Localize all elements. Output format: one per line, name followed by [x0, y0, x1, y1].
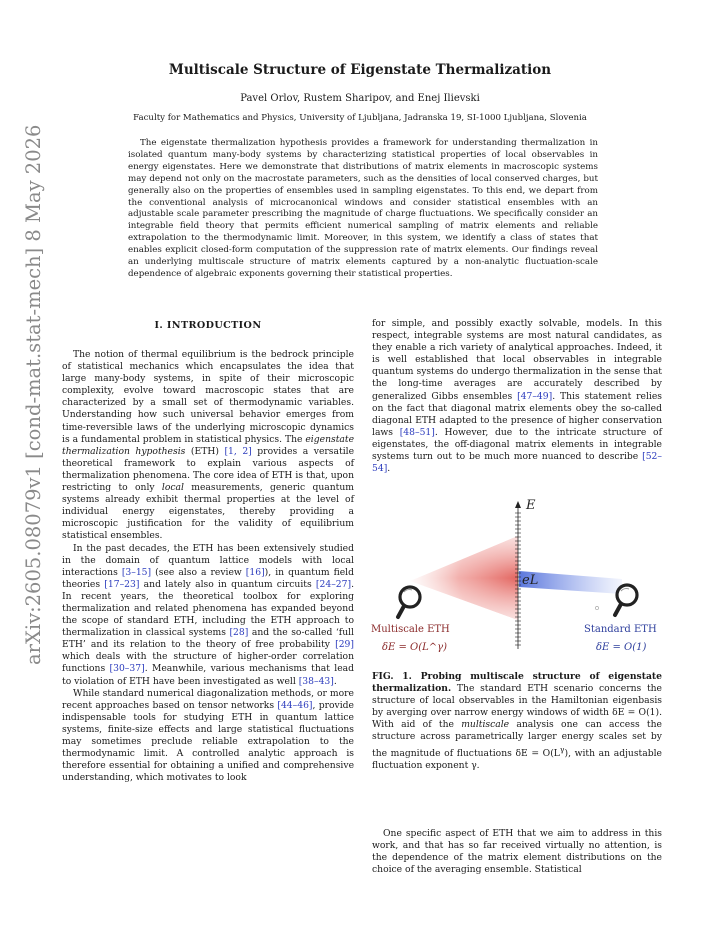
intro-column-right-bottom	[372, 828, 662, 876]
citation-link[interactable]: [3–15]	[121, 566, 152, 578]
multiscale-eth-formula: δE = O(L^γ)	[382, 642, 448, 653]
citation-link[interactable]: [24–27]	[315, 578, 352, 590]
section-heading-introduction: I. INTRODUCTION	[154, 320, 262, 331]
energy-axis-label: E	[526, 498, 536, 513]
energy-midpoint-label: eL	[522, 573, 539, 588]
intro-paragraph-2: In the past decades, the ETH has been extensively studied in the domain of quantum lattice models with local interactions [3–15] (see also a review [16]), in quantum field theories [17–23] and lately also in quantum circuits [24–27]. In recent years, the theoretical toolbox for exploring thermalization and related phenomena has expanded beyond the scope of standard ETH, including the ETH approach to thermalization in classical systems [28] and the so-called ‘full ETH’ and its relation to the theory of free probability [29] which deals with the structure of higher-order correlation functions [30–37]. Meanwhile, various mechanisms that lead to violation of ETH have been investigated as well [38–43].	[62, 542, 354, 687]
standard-eth-label: Standard ETH	[584, 624, 657, 635]
intro-column-right-top	[372, 318, 662, 475]
citation-link[interactable]: [29]	[335, 639, 354, 651]
intro-paragraph-1: The notion of thermal equilibrium is the bedrock principle of statistical mechanics which encapsulates the idea that large many-body systems, in spite of their microscopic complexity, evolve toward macroscopic states that are characterized by a small set of thermodynamic variables. Understanding how such universal behavior emerges from time-reversible laws of the underlying microscopic dynamics is a fundamental problem in statistical physics. The eigenstate thermalization hypothesis (ETH) [1, 2] provides a versatile theoretical framework to explain various aspects of thermalization phenomena. The core idea of ETH is that, upon restricting to only local measurements, generic quantum systems already exhibit thermal properties at the level of individual energy eigenstates, thereby providing a microscopic justification for the validity of equilibrium statistical ensembles.	[62, 349, 355, 542]
intro-paragraph-next: One specific aspect of ETH that we aim to address in this work, and that has so far received virtually no attention, is the dependence of the matrix element distributions on the choice of the averaging ensemble. Statistical	[372, 828, 662, 876]
intro-column-left	[62, 349, 354, 784]
citation-link[interactable]: [16]	[245, 566, 265, 578]
citation-link[interactable]: [38–43]	[298, 675, 334, 687]
figure-1	[364, 493, 670, 663]
citation-link[interactable]: [17–23]	[104, 578, 140, 590]
arxiv-stamp-svg	[10, 124, 54, 675]
arxiv-side-stamp	[10, 124, 54, 675]
figure-1-caption: FIG. 1. Probing multiscale structure of eigenstate thermalization. The standard ETH scenario concerns the structure of local observables in the Hamiltonian eigenbasis by averging over narrow energy windows of width δE = O(1). With aid of the multiscale analysis one can access the structure across parametrically larger energy scales set by the magnitude of fluctuations $\delta E = O(L^\gamma)$, with an adjustable fluctuation exponent γ.	[372, 671, 662, 771]
citation-link[interactable]: [47–49]	[517, 390, 553, 402]
citation-link[interactable]: [1, 2]	[224, 445, 252, 457]
abstract: The eigenstate thermalization hypothesis provides a framework for understanding thermalization in isolated quantum many-body systems by characterizing statistical properties of local observables in energy eigenstates. Here we demonstrate that distributions of matrix elements in macroscopic systems may depend not only on the macrostate parameters, such as the densities of local conserved charges, but generally also on the properties of ensembles used in sampling eigenstates. To this end, we depart from the conventional analysis of microcanonical windows and consider statistical ensembles with an adjustable scale parameter prescribing the magnitude of charge fluctuations. We specifically consider an integrable field theory that permits efficient numerical sampling of matrix elements and reliable extrapolation to the thermodynamic limit. Moreover, in this system, we identify a class of states that enables explicit closed-form computation of the suppression rate of matrix elements. Our findings reveal an underlying multiscale structure of matrix elements captured by a non-analytic fluctuation-scale dependence of algebraic exponents governing their statistical properties.	[128, 138, 598, 279]
intro-paragraph-continued: for simple, and possibly exactly solvable, models. In this respect, integrable systems are most natural candidates, as they enable a rich variety of analytical approaches. Indeed, it is well established that local observables in integrable quantum systems do undergo thermalization in the sense that the long-time averages are accurately described by generalized Gibbs ensembles [47–49]. This statement relies on the fact that diagonal matrix elements obey the so-called diagonal ETH adapted to the presence of higher conservation laws [48–51]. However, due to the intricate structure of eigenstates, the off-diagonal matrix elements in integrable systems turn out to be much more nuanced to describe [52–54].	[372, 318, 662, 475]
citation-link[interactable]: [52–54]	[372, 451, 662, 475]
paper-title: Multiscale Structure of Eigenstate Thermalization	[168, 62, 552, 78]
magnifier-icon	[398, 587, 420, 617]
citation-link[interactable]: [48–51]	[399, 426, 435, 438]
citation-link[interactable]: [30–37]	[109, 663, 145, 675]
intro-paragraph-3: While standard numerical diagonalization methods, or more recent approaches based on tensor networks [44–46], provide indispensable tools for studying ETH in quantum lattice systems, finite-size effects and large statistical fluctuations may sometimes preclude reliable extrapolation to the thermodynamic limit. A controlled analytic approach is therefore essential for obtaining a unified and comprehensive understanding, which motivates to look	[62, 687, 354, 784]
energy-axis-arrow	[515, 501, 521, 508]
multiscale-eth-label: Multiscale ETH	[371, 624, 450, 635]
arxiv-id-text: arXiv:2605.08079v1 [cond-mat.stat-mech] 8 May 2026	[22, 124, 45, 665]
citation-link[interactable]: [28]	[229, 627, 249, 639]
citation-link[interactable]: [44–46]	[277, 699, 313, 711]
author-list: Pavel Orlov, Rustem Sharipov, and Enej Ilievski	[240, 93, 480, 104]
affiliation: Faculty for Mathematics and Physics, University of Ljubljana, Jadranska 19, SI-1000 Ljubljana, Slovenia	[133, 113, 587, 123]
figure-1-diagram	[364, 493, 670, 663]
standard-eth-formula: δE = O(1)	[596, 642, 647, 653]
multiscale-window-fade	[410, 536, 518, 620]
